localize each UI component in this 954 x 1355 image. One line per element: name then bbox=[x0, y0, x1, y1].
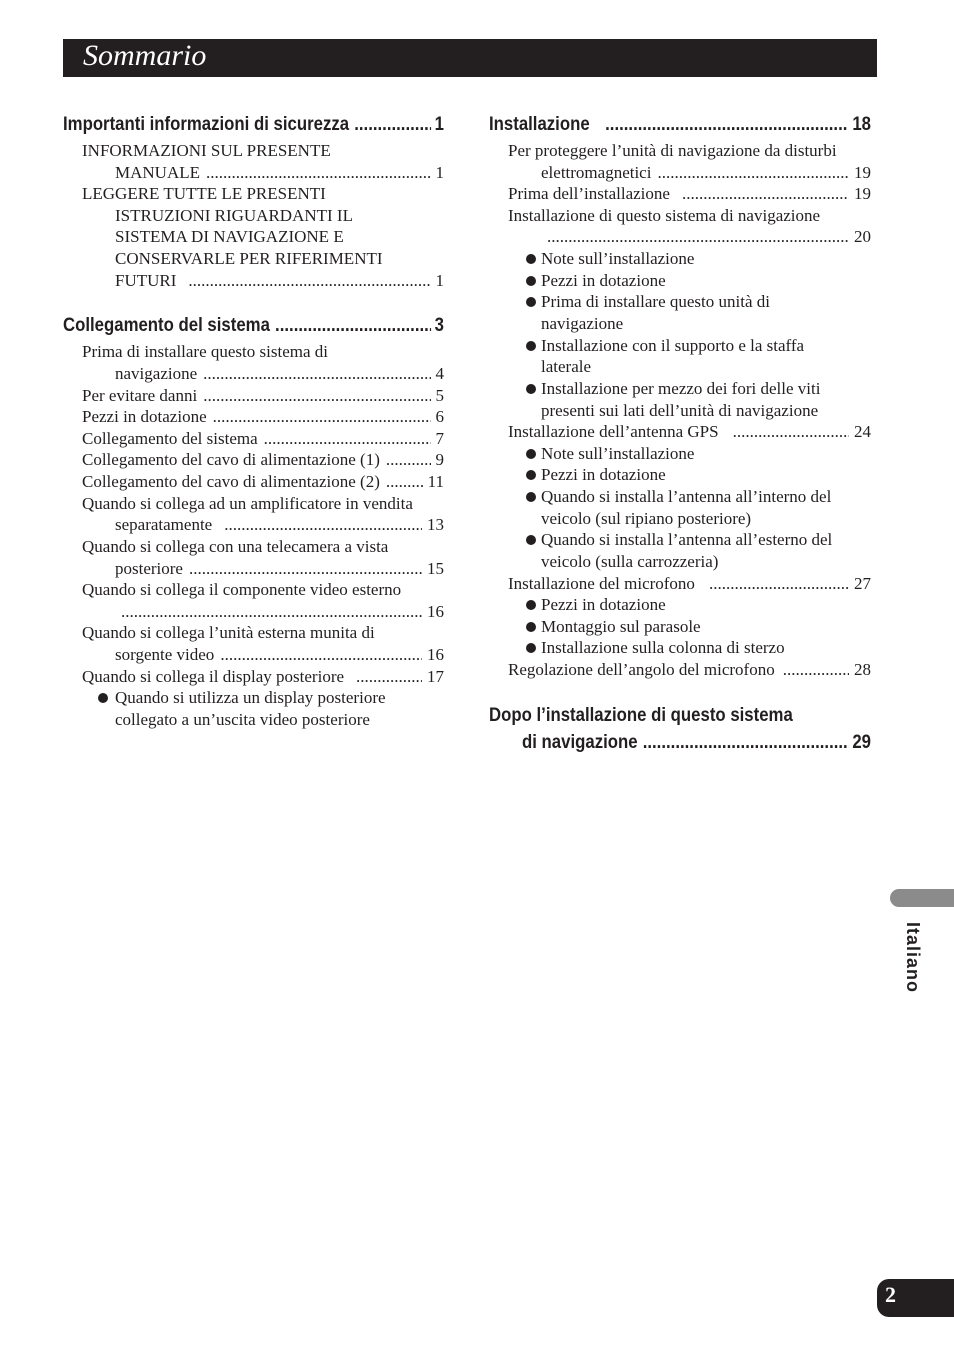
bullet-text: collegato a un’uscita video posteriore bbox=[115, 710, 370, 729]
toc-entry-cont bbox=[115, 226, 444, 248]
toc-bullet[interactable] bbox=[541, 594, 666, 616]
toc-entry[interactable] bbox=[82, 183, 444, 205]
entry-text: Quando si collega con una telecamera a vista bbox=[82, 537, 389, 556]
section-page: 3 bbox=[434, 314, 444, 336]
leader-dots bbox=[213, 406, 431, 428]
toc-section-heading-cont[interactable] bbox=[522, 729, 871, 756]
entry-text: MANUALE bbox=[115, 163, 200, 182]
entry-text: Quando si collega il componente video esterno bbox=[82, 580, 402, 599]
leader-dots bbox=[386, 471, 423, 493]
language-tab bbox=[890, 889, 954, 907]
toc-entry[interactable] bbox=[82, 341, 444, 363]
bullet-text: Quando si installa l’antenna all’interno del bbox=[541, 487, 832, 506]
toc-bullet[interactable] bbox=[541, 464, 666, 486]
leader-dots bbox=[354, 111, 431, 138]
section-page: 1 bbox=[434, 113, 444, 135]
toc-entry[interactable] bbox=[82, 406, 444, 428]
toc-entry-cont[interactable] bbox=[115, 514, 444, 536]
entry-text: Regolazione dell’angolo del microfono bbox=[508, 660, 775, 679]
toc-entry[interactable] bbox=[508, 573, 871, 595]
toc-bullet[interactable] bbox=[541, 486, 831, 508]
entry-text: Quando si collega il display posteriore bbox=[82, 667, 345, 686]
bullet-text: presenti sui lati dell’unità di navigazione bbox=[541, 401, 819, 420]
entry-page: 19 bbox=[854, 163, 871, 182]
toc-bullet-cont bbox=[541, 508, 751, 530]
toc-entry-cont[interactable] bbox=[115, 270, 444, 292]
leader-dots bbox=[206, 162, 431, 184]
bullet-text: veicolo (sulla carrozzeria) bbox=[541, 552, 719, 571]
bullet-icon bbox=[526, 470, 536, 480]
leader-dots bbox=[783, 659, 849, 681]
leader-dots bbox=[275, 312, 431, 339]
toc-entry[interactable] bbox=[82, 385, 444, 407]
entry-text: Per proteggere l’unità di navigazione da disturbi bbox=[508, 141, 837, 160]
bullet-icon bbox=[526, 254, 536, 264]
entry-text: Pezzi in dotazione bbox=[82, 407, 207, 426]
section-page: 29 bbox=[852, 731, 871, 753]
bullet-text: Note sull’installazione bbox=[541, 444, 695, 463]
entry-page: 15 bbox=[427, 559, 444, 578]
bullet-text: Pezzi in dotazione bbox=[541, 465, 666, 484]
entry-text: Quando si collega l’unità esterna munita di bbox=[82, 623, 375, 642]
bullet-icon bbox=[526, 341, 536, 351]
leader-dots bbox=[188, 270, 430, 292]
entry-text: navigazione bbox=[115, 364, 198, 383]
entry-text: Collegamento del cavo di alimentazione (2) bbox=[82, 472, 380, 491]
entry-page: 16 bbox=[427, 645, 444, 664]
toc-entry[interactable] bbox=[82, 428, 444, 450]
toc-bullet-cont bbox=[541, 356, 591, 378]
entry-page: 1 bbox=[435, 271, 444, 290]
bullet-text: Montaggio sul parasole bbox=[541, 617, 701, 636]
page-title: Sommario bbox=[83, 39, 207, 72]
bullet-text: Quando si installa l’antenna all’esterno del bbox=[541, 530, 833, 549]
toc-entry[interactable] bbox=[508, 205, 871, 227]
toc-entry[interactable] bbox=[508, 183, 871, 205]
entry-page: 11 bbox=[427, 472, 444, 491]
bullet-text: Pezzi in dotazione bbox=[541, 271, 666, 290]
page-number: 2 bbox=[885, 1282, 896, 1307]
toc-section-heading[interactable] bbox=[489, 111, 871, 138]
toc-bullet-cont bbox=[115, 709, 370, 731]
toc-section-heading[interactable] bbox=[63, 312, 444, 339]
entry-page: 20 bbox=[854, 227, 871, 246]
entry-text: separatamente bbox=[115, 515, 213, 534]
toc-section-heading[interactable] bbox=[489, 702, 818, 729]
toc-entry[interactable] bbox=[82, 449, 444, 471]
section-page: 18 bbox=[852, 113, 871, 135]
toc-entry-cont bbox=[115, 248, 444, 270]
bullet-icon bbox=[526, 622, 536, 632]
bullet-text: Prima di installare questo unità di bbox=[541, 292, 770, 311]
entry-page: 9 bbox=[435, 450, 444, 469]
leader-dots bbox=[356, 666, 422, 688]
leader-dots bbox=[224, 514, 422, 536]
page-number-tab bbox=[877, 1279, 954, 1317]
entry-page: 1 bbox=[435, 163, 444, 182]
bullet-icon bbox=[526, 600, 536, 610]
entry-text: Installazione dell’antenna GPS bbox=[508, 422, 719, 441]
bullet-text: Pezzi in dotazione bbox=[541, 595, 666, 614]
section-title: Collegamento del sistema bbox=[63, 314, 270, 336]
leader-dots bbox=[709, 573, 849, 595]
entry-text: Collegamento del cavo di alimentazione (1) bbox=[82, 450, 380, 469]
section-title: di navigazione bbox=[522, 731, 638, 753]
toc-bullet[interactable] bbox=[541, 378, 820, 400]
toc-bullet[interactable] bbox=[541, 529, 832, 551]
toc-entry[interactable] bbox=[82, 666, 444, 688]
entry-text: FUTURI bbox=[115, 271, 177, 290]
leader-dots bbox=[547, 226, 849, 248]
bullet-text: Installazione per mezzo dei fori delle viti bbox=[541, 379, 821, 398]
entry-text: INFORMAZIONI SUL PRESENTE bbox=[82, 141, 331, 160]
entry-text: Collegamento del sistema bbox=[82, 429, 258, 448]
toc-entry[interactable] bbox=[82, 579, 444, 601]
entry-page: 7 bbox=[435, 429, 444, 448]
toc-entry-cont[interactable] bbox=[115, 363, 444, 385]
toc-entry[interactable] bbox=[508, 659, 871, 681]
leader-dots bbox=[386, 449, 431, 471]
toc-section-heading[interactable] bbox=[63, 111, 444, 138]
section-title: Dopo l’installazione di questo sistema bbox=[489, 704, 793, 726]
bullet-icon bbox=[526, 384, 536, 394]
toc-bullet-cont bbox=[541, 551, 718, 573]
toc-bullet[interactable] bbox=[115, 687, 386, 709]
leader-dots bbox=[643, 729, 849, 756]
entry-page: 13 bbox=[427, 515, 444, 534]
toc-bullet[interactable] bbox=[541, 616, 701, 638]
toc-bullet[interactable] bbox=[541, 248, 694, 270]
section-title: Importanti informazioni di sicurezza bbox=[63, 113, 350, 135]
leader-dots bbox=[189, 558, 422, 580]
title-bar bbox=[63, 39, 877, 77]
toc-entry[interactable] bbox=[82, 140, 444, 162]
leader-dots bbox=[264, 428, 431, 450]
bullet-icon bbox=[526, 449, 536, 459]
toc-entry[interactable] bbox=[82, 493, 444, 515]
bullet-text: laterale bbox=[541, 357, 592, 376]
toc-entry-cont[interactable] bbox=[115, 558, 444, 580]
toc-bullet[interactable] bbox=[541, 443, 694, 465]
entry-text: LEGGERE TUTTE LE PRESENTI bbox=[82, 184, 326, 203]
entry-text: SISTEMA DI NAVIGAZIONE E bbox=[115, 227, 344, 246]
toc-entry-cont[interactable] bbox=[541, 162, 871, 184]
bullet-text: Installazione sulla colonna di sterzo bbox=[541, 638, 785, 657]
toc-bullet[interactable] bbox=[541, 291, 770, 313]
leader-dots bbox=[605, 111, 849, 138]
toc-entry-cont[interactable] bbox=[115, 601, 444, 623]
toc-entry[interactable] bbox=[82, 622, 444, 644]
toc-entry[interactable] bbox=[82, 536, 444, 558]
bullet-icon bbox=[526, 297, 536, 307]
toc-bullet[interactable] bbox=[541, 270, 666, 292]
entry-text: Installazione del microfono bbox=[508, 574, 695, 593]
toc-entry[interactable] bbox=[508, 421, 871, 443]
entry-page: 24 bbox=[854, 422, 871, 441]
toc-bullet-cont bbox=[541, 400, 818, 422]
entry-text: Installazione di questo sistema di navigazione bbox=[508, 206, 821, 225]
bullet-icon bbox=[526, 276, 536, 286]
bullet-text: Installazione con il supporto e la staffa bbox=[541, 336, 805, 355]
toc-entry-cont[interactable] bbox=[115, 644, 444, 666]
bullet-text: navigazione bbox=[541, 314, 624, 333]
entry-page: 19 bbox=[854, 184, 871, 203]
language-label: Italiano bbox=[903, 922, 923, 994]
entry-page: 5 bbox=[435, 386, 444, 405]
leader-dots bbox=[733, 421, 849, 443]
toc-bullet[interactable] bbox=[541, 637, 785, 659]
leader-dots bbox=[121, 601, 422, 623]
entry-page: 16 bbox=[427, 602, 444, 621]
leader-dots bbox=[220, 644, 422, 666]
toc-bullet[interactable] bbox=[541, 335, 804, 357]
bullet-text: veicolo (sul ripiano posteriore) bbox=[541, 509, 752, 528]
bullet-icon bbox=[526, 492, 536, 502]
entry-page: 17 bbox=[427, 667, 444, 686]
entry-page: 6 bbox=[435, 407, 444, 426]
toc-entry[interactable] bbox=[508, 140, 871, 162]
entry-text: CONSERVARLE PER RIFERIMENTI bbox=[115, 249, 383, 268]
leader-dots bbox=[657, 162, 849, 184]
toc-entry-cont[interactable] bbox=[115, 162, 444, 184]
entry-text: sorgente video bbox=[115, 645, 215, 664]
leader-dots bbox=[203, 385, 430, 407]
entry-page: 4 bbox=[435, 364, 444, 383]
section-title: Installazione bbox=[489, 113, 590, 135]
entry-text: Prima di installare questo sistema di bbox=[82, 342, 328, 361]
entry-text: Prima dell’installazione bbox=[508, 184, 670, 203]
toc-entry-cont bbox=[115, 205, 444, 227]
entry-text: ISTRUZIONI RIGUARDANTI IL bbox=[115, 206, 353, 225]
bullet-icon bbox=[526, 535, 536, 545]
entry-text: Quando si collega ad un amplificatore in vendita bbox=[82, 494, 413, 513]
entry-text: elettromagnetici bbox=[541, 163, 652, 182]
entry-text: Per evitare danni bbox=[82, 386, 198, 405]
bullet-icon bbox=[526, 643, 536, 653]
bullet-text: Note sull’installazione bbox=[541, 249, 695, 268]
entry-page: 27 bbox=[854, 574, 871, 593]
toc-bullet-cont bbox=[541, 313, 623, 335]
toc-entry[interactable] bbox=[82, 471, 444, 493]
toc-entry-cont[interactable] bbox=[541, 226, 871, 248]
entry-page: 28 bbox=[854, 660, 871, 679]
entry-text: posteriore bbox=[115, 559, 183, 578]
leader-dots bbox=[203, 363, 430, 385]
leader-dots bbox=[682, 183, 849, 205]
bullet-text: Quando si utilizza un display posteriore bbox=[115, 688, 386, 707]
bullet-icon bbox=[98, 693, 108, 703]
